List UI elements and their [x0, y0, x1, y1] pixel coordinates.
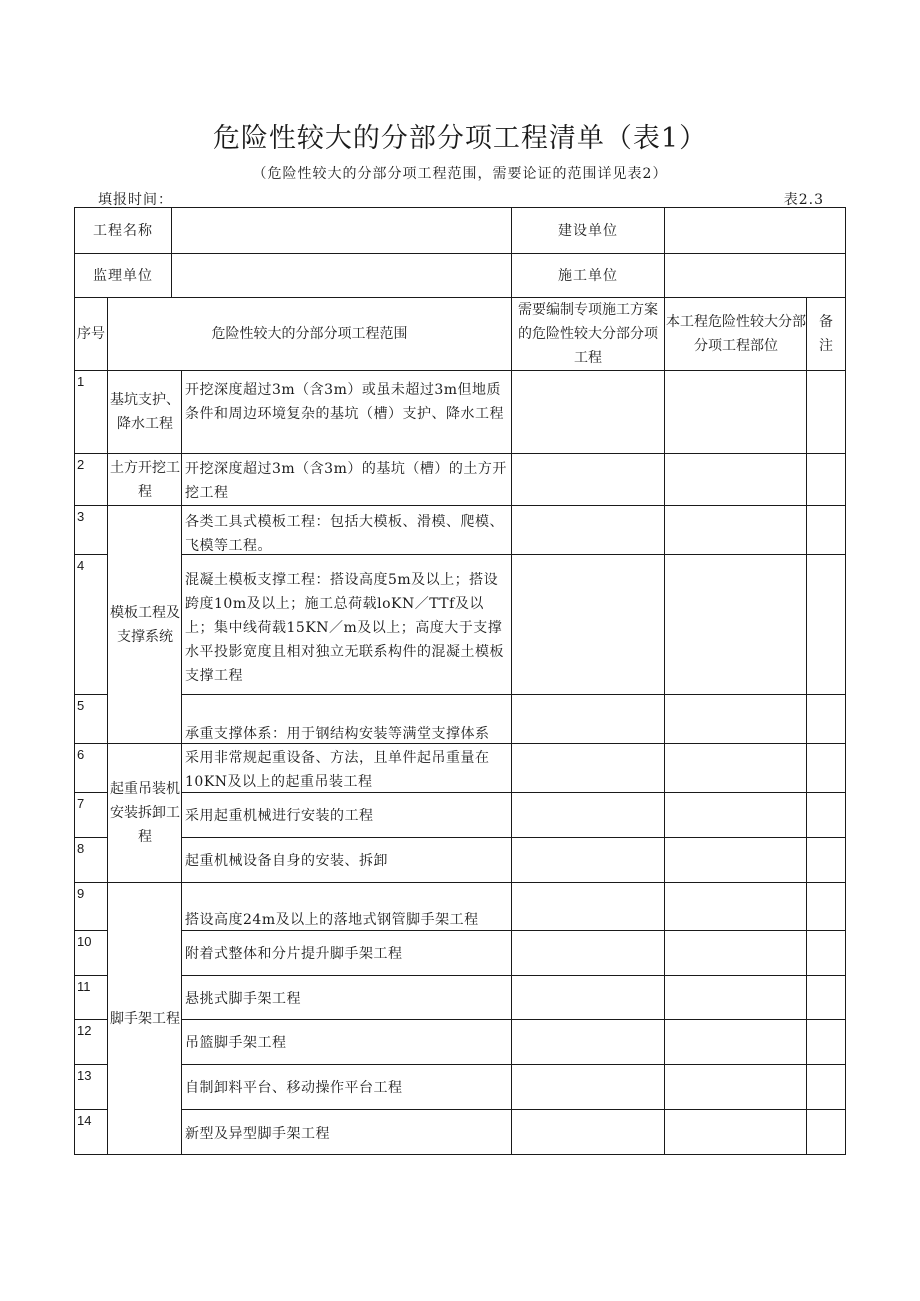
- row-number: 4: [77, 558, 85, 573]
- scope-description: 吊篮脚手架工程: [185, 1035, 287, 1051]
- page-subtitle: （危险性较大的分部分项工程范围，需要论证的范围详见表2）: [252, 166, 668, 182]
- category-cell: 起重吊装机安装拆卸工程: [110, 781, 180, 845]
- row-number: 6: [77, 747, 85, 762]
- scope-description: 采用非常规起重设备、方法，且单件起吊重量在10KN及以上的起重吊装工程: [185, 750, 490, 790]
- scope-description: 起重机械设备自身的安装、拆卸: [185, 853, 388, 869]
- category-cell: 土方开挖工程: [110, 459, 180, 500]
- scope-description: 新型及异型脚手架工程: [185, 1126, 330, 1142]
- row-number: 1: [77, 374, 85, 389]
- row-number: 3: [77, 509, 85, 524]
- header-project-part: 本工程危险性较大分部分项工程部位: [666, 314, 806, 354]
- constructor-field[interactable]: [665, 254, 845, 297]
- scope-description: 附着式整体和分片提升脚手架工程: [185, 946, 403, 962]
- row-number: 2: [77, 457, 85, 472]
- scope-description: 各类工具式模板工程：包括大模板、滑模、爬模、飞模等工程。: [185, 514, 504, 554]
- row-number: 11: [77, 979, 91, 994]
- row-number: 13: [77, 1068, 92, 1083]
- row-number: 5: [77, 698, 85, 713]
- header-seq: 序号: [77, 326, 105, 342]
- row-number: 10: [77, 934, 92, 949]
- category-cell: 模板工程及支撑系统: [110, 604, 180, 645]
- supervisor-field[interactable]: [172, 254, 511, 297]
- header-needs-plan: 需要编制专项施工方案的危险性较大分部分项工程: [518, 302, 658, 366]
- scope-description: 搭设高度24m及以上的落地式钢管脚手架工程: [185, 912, 479, 928]
- builder-label: 建设单位: [558, 222, 618, 239]
- row-number: 14: [77, 1113, 92, 1128]
- scope-description: 悬挑式脚手架工程: [185, 991, 301, 1007]
- scope-description: 自制卸料平台、移动操作平台工程: [185, 1080, 403, 1096]
- supervisor-label: 监理单位: [93, 267, 153, 284]
- header-scope: 危险性较大的分部分项工程范围: [211, 326, 408, 342]
- row-number: 8: [77, 841, 85, 856]
- constructor-label: 施工单位: [558, 267, 618, 284]
- scope-description: 开挖深度超过3m（含3m）或虽未超过3m但地质条件和周边环境复杂的基坑（槽）支护、降水工程: [185, 382, 504, 422]
- scope-description: 开挖深度超过3m（含3m）的基坑（槽）的土方开挖工程: [185, 461, 507, 501]
- table-number: 表2.3: [783, 192, 824, 208]
- scope-description: 采用起重机械进行安装的工程: [185, 808, 374, 824]
- category-cell: 基坑支护、降水工程: [110, 392, 180, 432]
- page-title: 危险性较大的分部分项工程清单（表1）: [212, 123, 708, 154]
- row-number: 12: [77, 1023, 92, 1038]
- builder-field[interactable]: [665, 208, 845, 253]
- scope-description: 承重支撑体系：用于钢结构安装等满堂支撑体系: [185, 726, 490, 742]
- row-number: 7: [77, 796, 85, 811]
- category-cell: 脚手架工程: [110, 1010, 180, 1027]
- header-remark: 备注: [819, 314, 833, 354]
- project-name-field[interactable]: [172, 208, 511, 253]
- scope-description: 混凝土模板支撑工程：搭设高度5m及以上；搭设跨度10m及以上；施工总荷载loKN／TTf及以上；集中线荷载15KN／m及以上；高度大于支撑水平投影宽度且相对独立无联系构件的混凝土模板支撑工程: [185, 572, 504, 684]
- row-number: 9: [77, 886, 85, 901]
- project-name-label: 工程名称: [93, 222, 153, 239]
- fill-time-label: 填报时间：: [98, 192, 173, 208]
